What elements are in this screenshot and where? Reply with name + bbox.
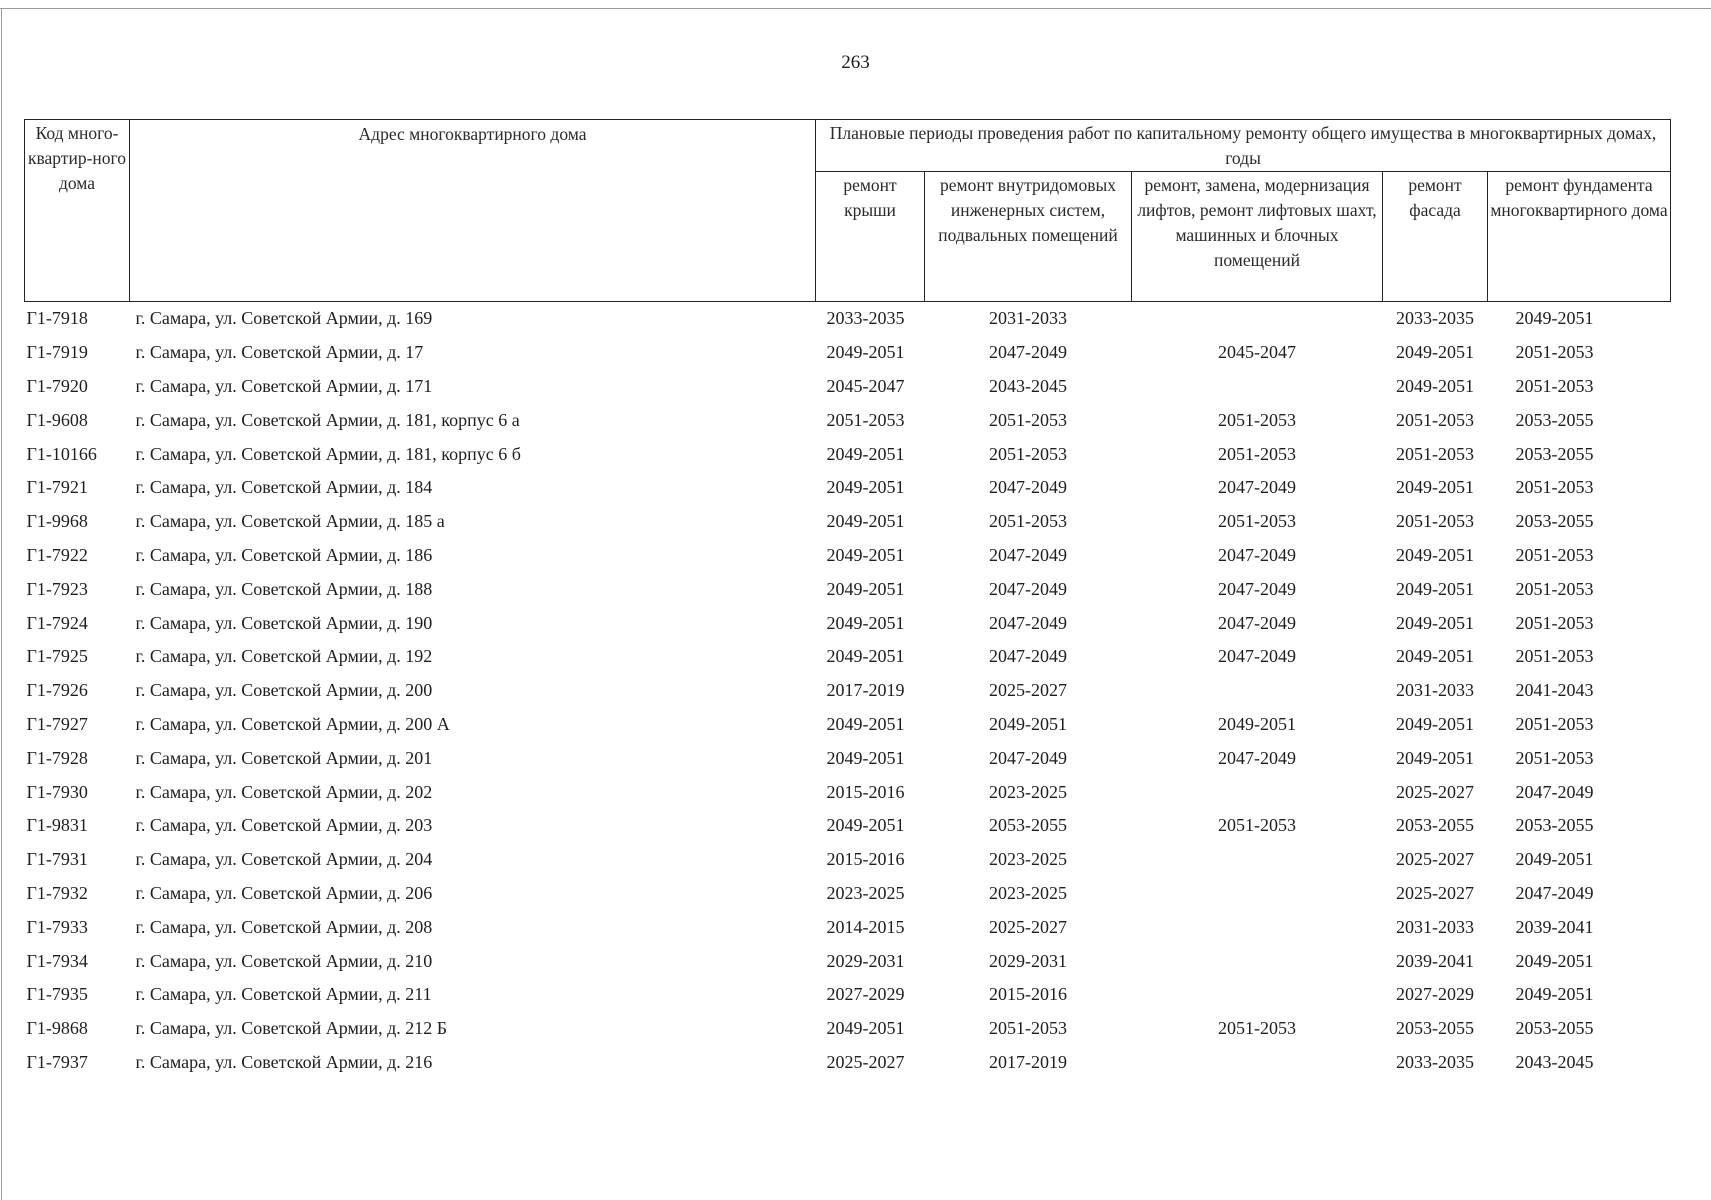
facade-period-cell: 2049-2051 bbox=[1396, 342, 1474, 363]
header-address: Адрес многоквартирного дома bbox=[130, 120, 816, 302]
foundation-period-cell: 2049-2051 bbox=[1515, 984, 1594, 1005]
lift-period-cell: 2051-2053 bbox=[1218, 409, 1296, 430]
engineering-period-cell: 2025-2027 bbox=[989, 680, 1067, 701]
facade-period-cell: 2053-2055 bbox=[1396, 815, 1474, 836]
building-code-cell: Г1-7922 bbox=[26, 544, 88, 565]
roof-period-cell: 2049-2051 bbox=[826, 612, 905, 633]
foundation-period-cell: 2039-2041 bbox=[1515, 916, 1594, 937]
foundation-period-cell: 2051-2053 bbox=[1515, 612, 1594, 633]
roof-period-cell: 2045-2047 bbox=[826, 375, 905, 396]
table-row bbox=[25, 606, 1671, 640]
foundation-period-cell: 2047-2049 bbox=[1515, 781, 1594, 802]
facade-period-cell: 2039-2041 bbox=[1396, 950, 1474, 971]
engineering-period-cell: 2047-2049 bbox=[989, 747, 1067, 768]
lift-period-cell: 2049-2051 bbox=[1218, 713, 1296, 734]
address-cell: г. Самара, ул. Советской Армии, д. 181, корпус 6 б bbox=[135, 443, 521, 464]
facade-period-cell: 2049-2051 bbox=[1396, 612, 1474, 633]
lift-period-cell bbox=[1132, 910, 1383, 944]
address-cell: г. Самара, ул. Советской Армии, д. 171 bbox=[135, 375, 433, 396]
foundation-period-cell: 2049-2051 bbox=[1515, 950, 1594, 971]
lift-period-cell bbox=[1132, 775, 1383, 809]
foundation-period-cell: 2053-2055 bbox=[1515, 815, 1594, 836]
building-code-cell: Г1-7921 bbox=[26, 477, 88, 498]
header-foundation-repair: ремонт фундамента многоквартирного дома bbox=[1488, 172, 1671, 302]
building-code-cell: Г1-9831 bbox=[26, 815, 88, 836]
address-cell: г. Самара, ул. Советской Армии, д. 211 bbox=[135, 984, 432, 1005]
building-code-cell: Г1-7924 bbox=[26, 612, 88, 633]
address-cell: г. Самара, ул. Советской Армии, д. 200 А bbox=[135, 713, 450, 734]
building-code-cell: Г1-7925 bbox=[26, 646, 88, 667]
foundation-period-cell: 2051-2053 bbox=[1515, 544, 1594, 565]
roof-period-cell: 2049-2051 bbox=[826, 646, 905, 667]
engineering-period-cell: 2023-2025 bbox=[989, 882, 1067, 903]
lift-period-cell: 2051-2053 bbox=[1218, 511, 1296, 532]
building-code-cell: Г1-7930 bbox=[26, 781, 88, 802]
engineering-period-cell: 2047-2049 bbox=[989, 646, 1067, 667]
lift-period-cell: 2047-2049 bbox=[1218, 747, 1296, 768]
building-code-cell: Г1-7927 bbox=[26, 713, 88, 734]
building-code-cell: Г1-7935 bbox=[26, 984, 88, 1005]
foundation-period-cell: 2053-2055 bbox=[1515, 511, 1594, 532]
roof-period-cell: 2049-2051 bbox=[826, 342, 905, 363]
roof-period-cell: 2049-2051 bbox=[826, 1018, 905, 1039]
page-number: 263 bbox=[841, 52, 870, 73]
building-code-cell: Г1-9868 bbox=[26, 1018, 88, 1039]
engineering-period-cell: 2029-2031 bbox=[989, 950, 1067, 971]
table-row bbox=[25, 1046, 1671, 1080]
table-row bbox=[25, 336, 1671, 370]
table-row bbox=[25, 775, 1671, 809]
header-lift-repair: ремонт, замена, модернизация лифтов, ремонт лифтовых шахт, машинных и блочных помещений bbox=[1132, 172, 1383, 302]
roof-period-cell: 2049-2051 bbox=[826, 815, 905, 836]
foundation-period-cell: 2041-2043 bbox=[1515, 680, 1594, 701]
roof-period-cell: 2015-2016 bbox=[826, 781, 905, 802]
building-code-cell: Г1-10166 bbox=[26, 443, 97, 464]
roof-period-cell: 2029-2031 bbox=[826, 950, 905, 971]
header-planned-periods: Плановые периоды проведения работ по капитальному ремонту общего имущества в многоквартирных домах, годы bbox=[816, 120, 1671, 172]
foundation-period-cell: 2053-2055 bbox=[1515, 1018, 1594, 1039]
facade-period-cell: 2049-2051 bbox=[1396, 375, 1474, 396]
foundation-period-cell: 2051-2053 bbox=[1515, 578, 1594, 599]
roof-period-cell: 2015-2016 bbox=[826, 849, 905, 870]
building-code-cell: Г1-7923 bbox=[26, 578, 88, 599]
building-code-cell: Г1-7934 bbox=[26, 950, 88, 971]
scan-edge-top bbox=[0, 8, 1711, 9]
building-code-cell: Г1-7918 bbox=[26, 308, 88, 329]
engineering-period-cell: 2031-2033 bbox=[989, 308, 1067, 329]
table-row bbox=[25, 708, 1671, 742]
lift-period-cell bbox=[1132, 674, 1383, 708]
roof-period-cell: 2033-2035 bbox=[826, 308, 905, 329]
roof-period-cell: 2049-2051 bbox=[826, 443, 905, 464]
facade-period-cell: 2025-2027 bbox=[1396, 849, 1474, 870]
table-row bbox=[25, 741, 1671, 775]
table-row bbox=[25, 505, 1671, 539]
table-row bbox=[25, 674, 1671, 708]
address-cell: г. Самара, ул. Советской Армии, д. 206 bbox=[135, 882, 433, 903]
address-cell: г. Самара, ул. Советской Армии, д. 184 bbox=[135, 477, 433, 498]
lift-period-cell: 2051-2053 bbox=[1218, 1018, 1296, 1039]
address-cell: г. Самара, ул. Советской Армии, д. 212 Б bbox=[135, 1018, 448, 1039]
address-cell: г. Самара, ул. Советской Армии, д. 188 bbox=[135, 578, 433, 599]
address-cell: г. Самара, ул. Советской Армии, д. 17 bbox=[135, 342, 424, 363]
address-cell: г. Самара, ул. Советской Армии, д. 185 а bbox=[135, 511, 445, 532]
roof-period-cell: 2023-2025 bbox=[826, 882, 905, 903]
facade-period-cell: 2049-2051 bbox=[1396, 578, 1474, 599]
foundation-period-cell: 2051-2053 bbox=[1515, 477, 1594, 498]
foundation-period-cell: 2043-2045 bbox=[1515, 1051, 1594, 1072]
facade-period-cell: 2051-2053 bbox=[1396, 409, 1474, 430]
lift-period-cell: 2045-2047 bbox=[1218, 342, 1296, 363]
lift-period-cell: 2047-2049 bbox=[1218, 477, 1296, 498]
address-cell: г. Самара, ул. Советской Армии, д. 208 bbox=[135, 916, 433, 937]
facade-period-cell: 2049-2051 bbox=[1396, 713, 1474, 734]
address-cell: г. Самара, ул. Советской Армии, д. 202 bbox=[135, 781, 433, 802]
table-row bbox=[25, 843, 1671, 877]
lift-period-cell: 2051-2053 bbox=[1218, 443, 1296, 464]
engineering-period-cell: 2023-2025 bbox=[989, 849, 1067, 870]
engineering-period-cell: 2015-2016 bbox=[989, 984, 1067, 1005]
building-code-cell: Г1-9608 bbox=[26, 409, 88, 430]
engineering-period-cell: 2017-2019 bbox=[989, 1051, 1067, 1072]
roof-period-cell: 2049-2051 bbox=[826, 747, 905, 768]
facade-period-cell: 2049-2051 bbox=[1396, 477, 1474, 498]
lift-period-cell bbox=[1132, 877, 1383, 911]
table-row bbox=[25, 572, 1671, 606]
roof-period-cell: 2049-2051 bbox=[826, 511, 905, 532]
address-cell: г. Самара, ул. Советской Армии, д. 186 bbox=[135, 544, 433, 565]
engineering-period-cell: 2051-2053 bbox=[989, 443, 1067, 464]
roof-period-cell: 2049-2051 bbox=[826, 544, 905, 565]
foundation-period-cell: 2053-2055 bbox=[1515, 443, 1594, 464]
facade-period-cell: 2033-2035 bbox=[1396, 1051, 1474, 1072]
facade-period-cell: 2033-2035 bbox=[1396, 308, 1474, 329]
facade-period-cell: 2031-2033 bbox=[1396, 680, 1474, 701]
engineering-period-cell: 2047-2049 bbox=[989, 544, 1067, 565]
roof-period-cell: 2049-2051 bbox=[826, 713, 905, 734]
engineering-period-cell: 2051-2053 bbox=[989, 1018, 1067, 1039]
engineering-period-cell: 2043-2045 bbox=[989, 375, 1067, 396]
facade-period-cell: 2049-2051 bbox=[1396, 646, 1474, 667]
foundation-period-cell: 2053-2055 bbox=[1515, 409, 1594, 430]
building-code-cell: Г1-7919 bbox=[26, 342, 88, 363]
table-row bbox=[25, 809, 1671, 843]
roof-period-cell: 2051-2053 bbox=[826, 409, 905, 430]
address-cell: г. Самара, ул. Советской Армии, д. 203 bbox=[135, 815, 433, 836]
table-header bbox=[25, 120, 1671, 302]
address-cell: г. Самара, ул. Советской Армии, д. 190 bbox=[135, 612, 433, 633]
lift-period-cell bbox=[1132, 370, 1383, 404]
foundation-period-cell: 2049-2051 bbox=[1515, 849, 1594, 870]
foundation-period-cell: 2051-2053 bbox=[1515, 713, 1594, 734]
lift-period-cell: 2047-2049 bbox=[1218, 578, 1296, 599]
table-row bbox=[25, 370, 1671, 404]
facade-period-cell: 2027-2029 bbox=[1396, 984, 1474, 1005]
table-row bbox=[25, 471, 1671, 505]
lift-period-cell: 2051-2053 bbox=[1218, 815, 1296, 836]
engineering-period-cell: 2025-2027 bbox=[989, 916, 1067, 937]
engineering-period-cell: 2047-2049 bbox=[989, 342, 1067, 363]
engineering-period-cell: 2053-2055 bbox=[989, 815, 1067, 836]
table-row bbox=[25, 640, 1671, 674]
lift-period-cell bbox=[1132, 302, 1383, 336]
lift-period-cell: 2047-2049 bbox=[1218, 612, 1296, 633]
engineering-period-cell: 2047-2049 bbox=[989, 612, 1067, 633]
table-row bbox=[25, 944, 1671, 978]
header-building-code: Код много-квартир-ного дома bbox=[25, 120, 130, 302]
facade-period-cell: 2049-2051 bbox=[1396, 544, 1474, 565]
roof-period-cell: 2049-2051 bbox=[826, 578, 905, 599]
lift-period-cell: 2047-2049 bbox=[1218, 646, 1296, 667]
scan-edge-left bbox=[1, 8, 2, 1200]
building-code-cell: Г1-7932 bbox=[26, 882, 88, 903]
table-row bbox=[25, 877, 1671, 911]
header-roof-repair: ремонт крыши bbox=[816, 172, 925, 302]
building-code-cell: Г1-7931 bbox=[26, 849, 88, 870]
lift-period-cell: 2047-2049 bbox=[1218, 544, 1296, 565]
facade-period-cell: 2025-2027 bbox=[1396, 882, 1474, 903]
header-facade-repair: ремонт фасада bbox=[1383, 172, 1488, 302]
facade-period-cell: 2053-2055 bbox=[1396, 1018, 1474, 1039]
facade-period-cell: 2025-2027 bbox=[1396, 781, 1474, 802]
table-row bbox=[25, 403, 1671, 437]
building-code-cell: Г1-7926 bbox=[26, 680, 88, 701]
table-row bbox=[25, 437, 1671, 471]
table-body bbox=[25, 302, 1671, 1080]
foundation-period-cell: 2049-2051 bbox=[1515, 308, 1594, 329]
lift-period-cell bbox=[1132, 944, 1383, 978]
engineering-period-cell: 2049-2051 bbox=[989, 713, 1067, 734]
foundation-period-cell: 2051-2053 bbox=[1515, 375, 1594, 396]
facade-period-cell: 2051-2053 bbox=[1396, 511, 1474, 532]
roof-period-cell: 2025-2027 bbox=[826, 1051, 905, 1072]
header-engineering-systems-repair: ремонт внутридомовых инженерных систем, подвальных помещений bbox=[925, 172, 1132, 302]
building-code-cell: Г1-7928 bbox=[26, 747, 88, 768]
facade-period-cell: 2051-2053 bbox=[1396, 443, 1474, 464]
engineering-period-cell: 2023-2025 bbox=[989, 781, 1067, 802]
foundation-period-cell: 2051-2053 bbox=[1515, 646, 1594, 667]
address-cell: г. Самара, ул. Советской Армии, д. 210 bbox=[135, 950, 433, 971]
foundation-period-cell: 2051-2053 bbox=[1515, 342, 1594, 363]
foundation-period-cell: 2047-2049 bbox=[1515, 882, 1594, 903]
table-row bbox=[25, 539, 1671, 573]
table-row bbox=[25, 910, 1671, 944]
table-row bbox=[25, 302, 1671, 336]
address-cell: г. Самара, ул. Советской Армии, д. 192 bbox=[135, 646, 433, 667]
lift-period-cell bbox=[1132, 843, 1383, 877]
table-row bbox=[25, 978, 1671, 1012]
building-code-cell: Г1-7933 bbox=[26, 916, 88, 937]
address-cell: г. Самара, ул. Советской Армии, д. 200 bbox=[135, 680, 433, 701]
address-cell: г. Самара, ул. Советской Армии, д. 181, корпус 6 а bbox=[135, 409, 520, 430]
engineering-period-cell: 2051-2053 bbox=[989, 511, 1067, 532]
building-code-cell: Г1-7937 bbox=[26, 1051, 88, 1072]
foundation-period-cell: 2051-2053 bbox=[1515, 747, 1594, 768]
building-code-cell: Г1-7920 bbox=[26, 375, 88, 396]
address-cell: г. Самара, ул. Советской Армии, д. 216 bbox=[135, 1051, 433, 1072]
address-cell: г. Самара, ул. Советской Армии, д. 201 bbox=[135, 747, 433, 768]
facade-period-cell: 2049-2051 bbox=[1396, 747, 1474, 768]
roof-period-cell: 2014-2015 bbox=[826, 916, 905, 937]
roof-period-cell: 2049-2051 bbox=[826, 477, 905, 498]
engineering-period-cell: 2047-2049 bbox=[989, 477, 1067, 498]
roof-period-cell: 2017-2019 bbox=[826, 680, 905, 701]
address-cell: г. Самара, ул. Советской Армии, д. 169 bbox=[135, 308, 433, 329]
table-row bbox=[25, 1012, 1671, 1046]
lift-period-cell bbox=[1132, 1046, 1383, 1080]
address-cell: г. Самара, ул. Советской Армии, д. 204 bbox=[135, 849, 433, 870]
capital-repair-schedule-table bbox=[24, 119, 1671, 1079]
building-code-cell: Г1-9968 bbox=[26, 511, 88, 532]
facade-period-cell: 2031-2033 bbox=[1396, 916, 1474, 937]
roof-period-cell: 2027-2029 bbox=[826, 984, 905, 1005]
engineering-period-cell: 2047-2049 bbox=[989, 578, 1067, 599]
engineering-period-cell: 2051-2053 bbox=[989, 409, 1067, 430]
lift-period-cell bbox=[1132, 978, 1383, 1012]
